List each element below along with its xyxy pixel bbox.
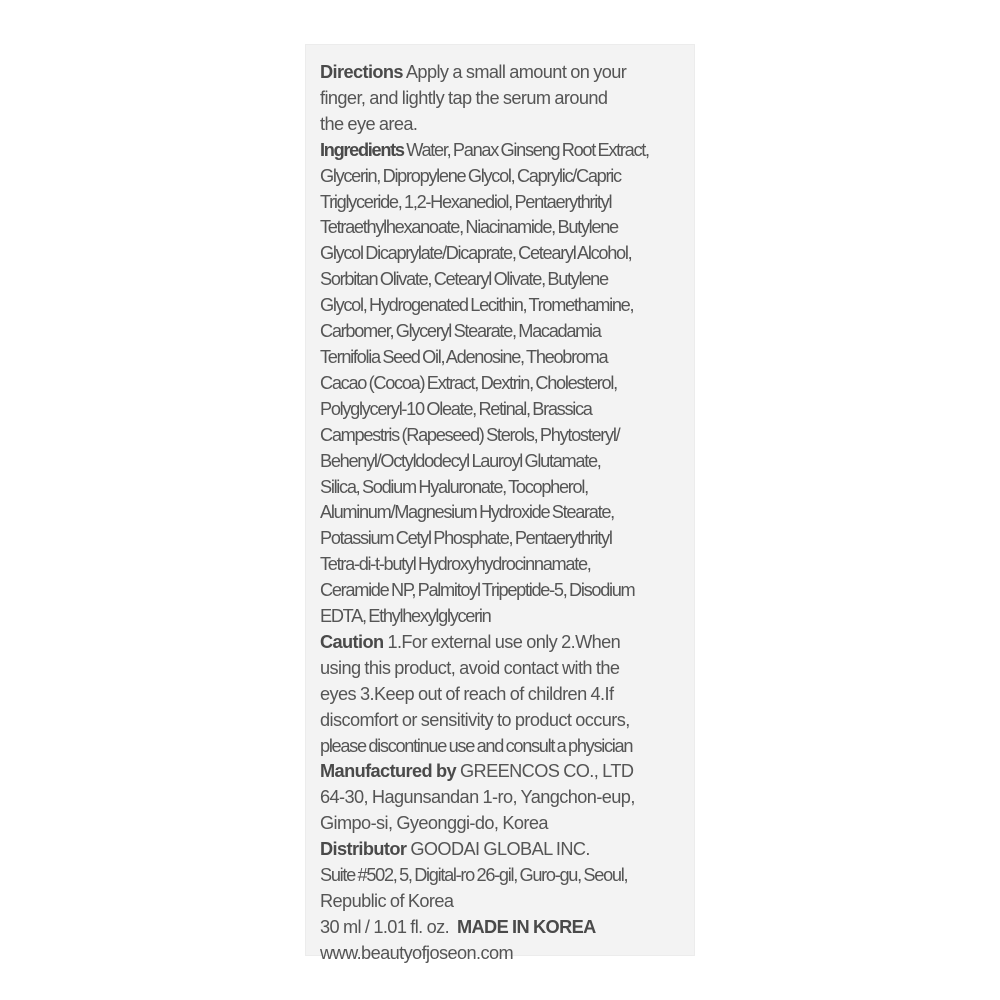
directions-heading: Directions [320, 62, 403, 82]
ingredients-line: Tetraethylhexanoate, Niacinamide, Butylene [320, 217, 618, 238]
ingredients-line: Polyglyceryl-10 Oleate, Retinal, Brassica [320, 398, 592, 419]
ingredients-line: Behenyl/Octyldodecyl Lauroyl Glutamate, [320, 450, 601, 471]
directions-text: Apply a small amount on your [405, 62, 627, 82]
ingredients-line: Sorbitan Olivate, Cetearyl Olivate, Butylene [320, 269, 608, 290]
distributor-name: GOODAI GLOBAL INC. [410, 839, 590, 860]
caution-text: 1.For external use only 2.When [387, 631, 621, 652]
manufacturer-heading: Manufactured by [320, 761, 457, 782]
caution-line: using this product, avoid contact with the [320, 657, 620, 678]
ingredients-line: Ceramide NP, Palmitoyl Tripeptide-5, Disodium [320, 580, 635, 601]
ingredients-line: Glycerin, Dipropylene Glycol, Caprylic/Capric [320, 165, 621, 186]
ingredients-line: Cacao (Cocoa) Extract, Dextrin, Cholesterol, [320, 372, 617, 393]
ingredients-text: Water, Panax Ginseng Root Extract, [406, 139, 649, 160]
manufacturer-address: Gimpo-si, Gyeonggi-do, Korea [320, 813, 548, 834]
label-text [320, 60, 690, 967]
manufacturer-address: 64-30, Hagunsandan 1-ro, Yangchon-eup, [320, 787, 635, 808]
ingredients-heading: Ingredients [320, 139, 404, 160]
origin-text: MADE IN KOREA [456, 916, 596, 937]
manufacturer-name: GREENCOS CO., LTD [459, 761, 634, 782]
caution-line: discomfort or sensitivity to product occurs, [320, 709, 630, 730]
ingredients-line: Carbomer, Glyceryl Stearate, Macadamia [320, 321, 601, 342]
website-text: www.beautyofjoseon.com [320, 942, 514, 963]
directions-line: finger, and lightly tap the serum around [320, 87, 608, 108]
ingredients-line: Glycol, Hydrogenated Lecithin, Tromethamine, [320, 295, 634, 316]
ingredients-line: Aluminum/Magnesium Hydroxide Stearate, [320, 502, 614, 523]
directions-line: the eye area. [320, 113, 418, 134]
ingredients-line: Potassium Cetyl Phosphate, Pentaerythrityl [320, 528, 612, 549]
directions-line [320, 60, 690, 86]
ingredients-line: Silica, Sodium Hyaluronate, Tocopherol, [320, 476, 588, 497]
manufacturer-line [320, 759, 690, 785]
ingredients-line: Ternifolia Seed Oil, Adenosine, Theobroma [320, 346, 608, 367]
volume-text: 30 ml / 1.01 fl. oz. [320, 916, 450, 937]
ingredients-line: Triglyceride, 1,2-Hexanediol, Pentaerythrityl [320, 191, 612, 212]
caution-line [320, 630, 690, 656]
caution-line: eyes 3.Keep out of reach of children 4.If [320, 683, 614, 704]
distributor-heading: Distributor [320, 839, 407, 860]
ingredients-line: Campestris (Rapeseed) Sterols, Phytosteryl/ [320, 424, 620, 445]
caution-heading: Caution [320, 631, 384, 652]
distributor-address: Suite #502, 5, Digital-ro 26-gil, Guro-gu, Seoul, [320, 865, 628, 886]
ingredients-line: Glycol Dicaprylate/Dicaprate, Cetearyl Alcohol, [320, 243, 632, 264]
volume-origin-line [320, 915, 690, 941]
distributor-line [320, 837, 690, 863]
ingredients-line: Tetra-di-t-butyl Hydroxyhydrocinnamate, [320, 554, 591, 575]
ingredients-line [320, 138, 690, 164]
ingredients-line: EDTA, Ethylhexylglycerin [320, 606, 491, 627]
distributor-address: Republic of Korea [320, 891, 454, 911]
caution-line: please discontinue use and consult a physician [320, 735, 633, 756]
